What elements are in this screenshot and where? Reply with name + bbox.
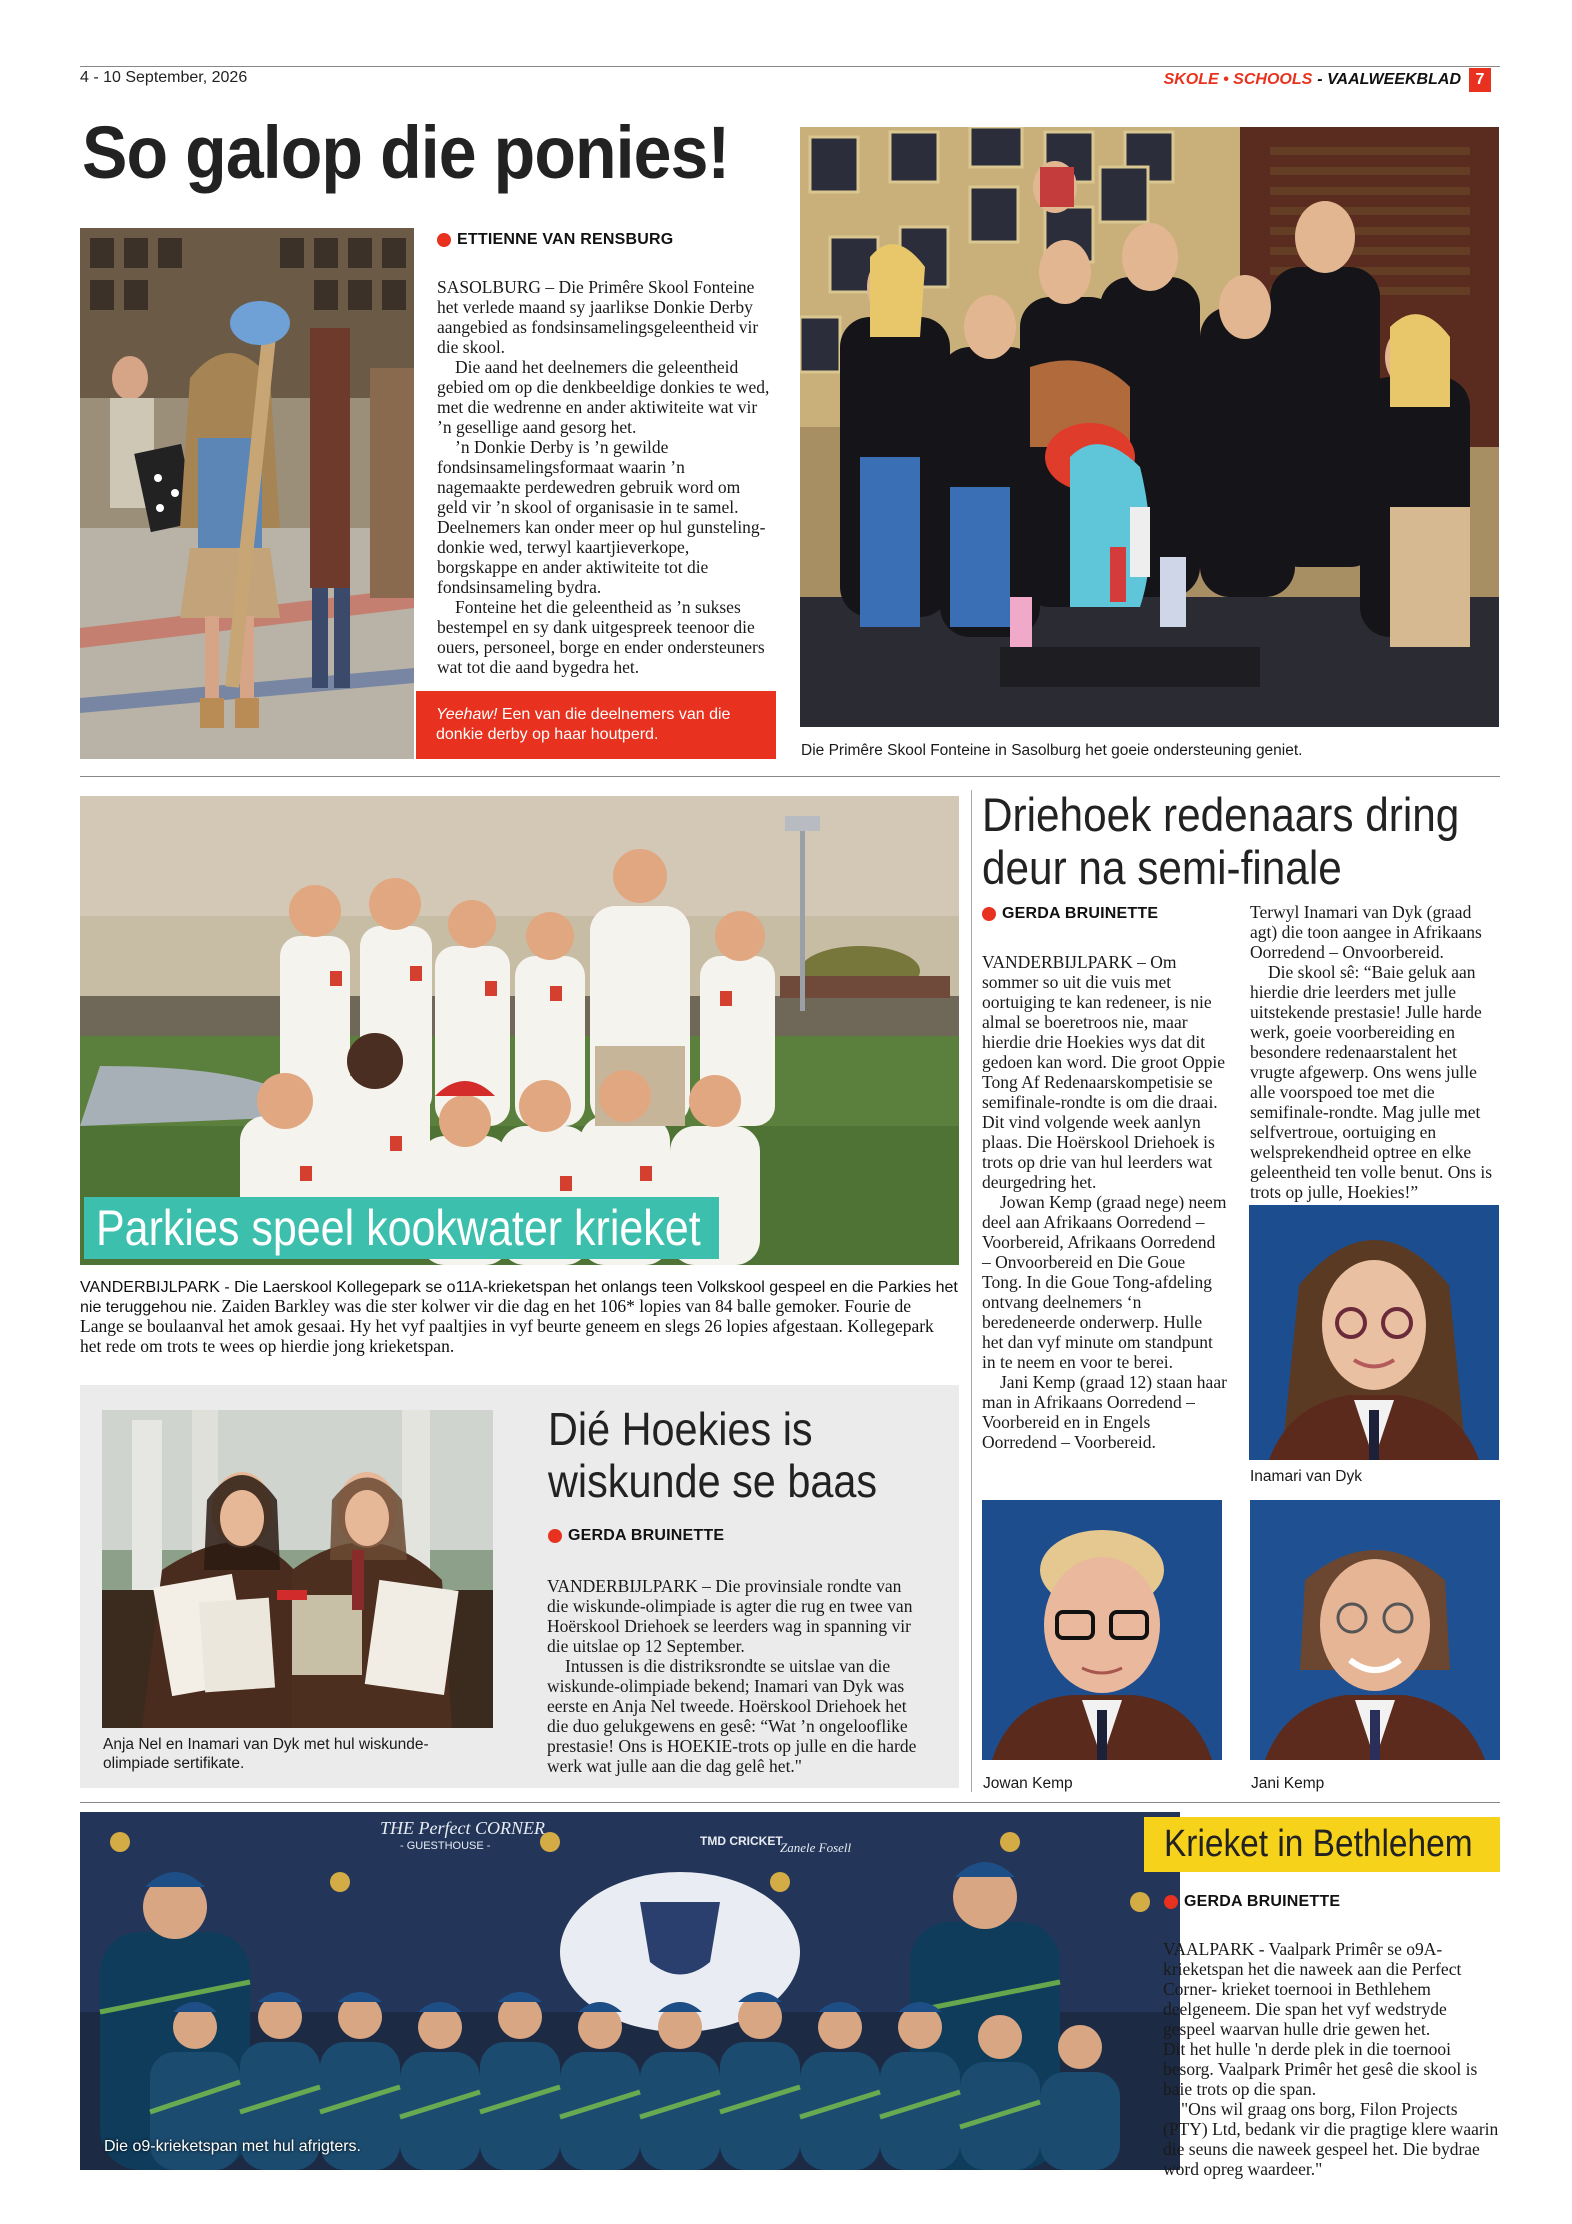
story1-paragraph: ’n Donkie Derby is ’n gewilde fondsinsamelingsformaat waarin ’n nagemaakte perdewedren gebruik word om geld vir ’n skool of organisasie in te samel. Deelnemers kan onder meer op hul gunsteling-donkie wed, terwyl kaartjieverkope, borgskappe en ander aktiwiteite tot die fondsinsameling bydra. [437, 437, 766, 597]
story4-headline-line: Driehoek redenaars dring [982, 788, 1460, 841]
story4-byline [982, 905, 1158, 923]
story3-paragraph: Intussen is die distriksrondte se uitslae van die wiskunde-olimpiade bekend; Inamari van Dyk was eerste en Anja Nel tweede. Hoërskool Driehoek het die duo gelukgewens en gesê: “Wat ’n ongelooflike prestasie! Ons is HOEKIE-trots op julle en die harde werk wat julle aan die dag gelê het." [547, 1656, 917, 1776]
donkey-derby-rider-photo [80, 228, 414, 759]
story4-column-1 [982, 952, 1227, 1452]
story5-body [1163, 1939, 1503, 2179]
callout-exclamation: Yeehaw! [436, 706, 498, 723]
story1-callout-box [416, 691, 776, 759]
story1-byline-name: ETTIENNE VAN RENSBURG [457, 231, 674, 248]
bullet-dot-icon [548, 1529, 562, 1543]
bullet-dot-icon [1164, 1895, 1178, 1909]
portrait-caption: Jowan Kemp [983, 1775, 1073, 1792]
story1-paragraph: Die aand het deelnemers die geleentheid gebied om op die denkbeeldige donkies te wed, met die wedrenne en ander aktiwiteite wat vir ’n gesellige aand gesorg het. [437, 357, 770, 437]
column-divider [971, 790, 972, 1792]
story3-byline [548, 1527, 724, 1545]
story4-paragraph: Terwyl Inamari van Dyk (graad agt) die toon aangee in Afrikaans Oorredend – Onvoorbereid. [1250, 902, 1482, 962]
story1-byline [437, 231, 673, 249]
story3-body [547, 1576, 927, 1776]
story4-paragraph: Die skool sê: “Baie geluk aan hierdie drie leerders met julle uitstekende prestasie! Julle harde werk, goeie voorbereiding en besondere redenaarstalent het vrugte afgewerp. Ons wens julle alle voorspoed toe met die semifinale-rondte. Mag julle met selfvertroue, oortuiging en welsprekendheid optree en elke geleentheid ten volle benut. Ons is trots op julle, Hoekies!” [1250, 962, 1493, 1202]
maths-olympiad-girls-photo [102, 1410, 493, 1728]
section-label [1164, 68, 1491, 92]
story4-column-2 [1250, 902, 1500, 1202]
kollegepark-cricket-team-photo [80, 796, 959, 1265]
story2-headline: Parkies speel kookwater krieket [96, 1200, 701, 1256]
story3-headline-line: wiskunde se baas [548, 1455, 878, 1507]
story5-byline-name: GERDA BRUINETTE [1184, 1893, 1341, 1910]
backdrop-text: - GUESTHOUSE - [400, 1840, 491, 1852]
story5-photo-caption: Die o9-krieketspan met hul afrigters. [104, 2138, 361, 2155]
story5-paragraph: VAALPARK - Vaalpark Primêr se o9A-krieketspan het die naweek aan die Perfect Corner- krieket toernooi in Bethlehem deelgeneem. Die span het vyf wedstryde gespeel waarvan hulle drie gewen het. [1163, 1939, 1462, 2039]
backdrop-text: THE Perfect CORNER [380, 1818, 545, 1838]
story2-caption-rest: Zaiden Barkley was die ster kolwer vir die dag en het 106* lopies van 84 balle gemoker. Fourie de Lange se boulaanval het amok gesaai. Hy het vyf paaltjies in vyf beurte geneem en slegs 26 lopies afgestaan. Kollegepark het rede om trots te wees op hierdie jong krieketspan. [80, 1296, 934, 1356]
portrait-caption: Inamari van Dyk [1250, 1468, 1362, 1485]
story4-headline [982, 788, 1459, 894]
story4-paragraph: Jowan Kemp (graad nege) neem deel aan Afrikaans Oorredend – Voorbereid, Afrikaans Oorredend – Onvoorbereid en Die Goue Tong. In die Goue Tong-afdeling ontvang deelnemers ‘n beredeneerde onderwerp. Hulle het dan vyf minute om standpunt in te neem en voor te berei. [982, 1192, 1227, 1372]
story1-headline: So galop die ponies! [82, 111, 730, 194]
page-number-badge: 7 [1469, 68, 1491, 92]
bullet-dot-icon [437, 233, 451, 247]
story4-paragraph: Jani Kemp (graad 12) staan haar man in Afrikaans Oorredend – Voorbereid en in Engels Oorredend – Voorbereid. [982, 1372, 1227, 1452]
vaalpark-o9-cricket-team-photo [80, 1812, 1180, 2170]
issue-date: 4 - 10 September, 2026 [80, 69, 248, 86]
story4-paragraph: VANDERBIJLPARK – Om sommer so uit die vuis met oortuiging te kan redeneer, is nie almal se boeretroos nie, maar hierdie drie Hoekies wys dat dit gedoen kan word. Die groot Oppie Tong Af Redenaarskompetisie se semifinale-rondte is om die draai. Dit vind volgende week aanlyn plaas. Die Hoërskool Driehoek is trots op drie van hul leerders wat deurgedring het. [982, 952, 1225, 1192]
portrait-caption: Jani Kemp [1251, 1775, 1325, 1792]
portrait-jowan-kemp [982, 1500, 1222, 1760]
story2-caption-lead: VANDERBIJLPARK - Die Laerskool Kollegepark se o11A-krieketspan het onlangs teen Volkskool gespeel en die Parkies het nie teruggehou nie. [80, 1279, 958, 1316]
backdrop-text: TMD CRICKET [700, 1834, 783, 1848]
section-divider [80, 776, 1500, 777]
story3-headline-line: Dié Hoekies is [548, 1403, 813, 1455]
story5-byline [1164, 1893, 1340, 1911]
story3-byline-name: GERDA BRUINETTE [568, 1527, 725, 1544]
bullet-dot-icon [982, 907, 996, 921]
story4-headline-line: deur na semi-finale [982, 841, 1342, 894]
story2-headline-banner [84, 1197, 719, 1259]
callout-text: Een van die deelnemers van die donkie derby op haar houtperd. [436, 706, 731, 743]
story1-paragraph: SASOLBURG – Die Primêre Skool Fonteine het verlede maand sy jaarlikse Donkie Derby aangebied as fondsinsamelingsgeleentheid vir die skool. [437, 277, 759, 357]
story5-paragraph: Dit het hulle 'n derde plek in die toernooi besorg. Vaalpark Primêr het gesê die skool is baie trots op die span. [1163, 2039, 1478, 2099]
story5-headline-banner [1144, 1817, 1500, 1872]
story2-caption [80, 1278, 959, 1357]
story3-headline [548, 1403, 877, 1507]
story5-headline: Krieket in Bethlehem [1164, 1823, 1473, 1865]
story5-paragraph: "Ons wil graag ons borg, Filon Projects (PTY) Ltd, bedank vir die pragtige klere waarin die seuns die naweek gespeel het. Die bydrae word opreg waardeer." [1163, 2099, 1499, 2179]
section-name: SKOLE • SCHOOLS [1163, 71, 1313, 88]
story3-paragraph: VANDERBIJLPARK – Die provinsiale rondte van die wiskunde-olimpiade is agter die rug en twee van Hoërskool Driehoek se leerders wag in spanning vir die uitslae op 12 September. [547, 1576, 913, 1656]
story3-photo-caption: Anja Nel en Inamari van Dyk met hul wiskunde-olimpiade sertifikate. [103, 1736, 429, 1772]
header-rule [80, 66, 1500, 67]
portrait-jani-kemp [1250, 1500, 1500, 1760]
story1-photo-caption: Die Primêre Skool Fonteine in Sasolburg het goeie ondersteuning geniet. [801, 742, 1303, 759]
story4-byline-name: GERDA BRUINETTE [1002, 905, 1159, 922]
story1-body [437, 277, 772, 677]
fonteine-supporters-group-photo [800, 127, 1499, 727]
backdrop-text: Zanele Fosell [780, 1840, 852, 1855]
paper-name: - VAALWEEKBLAD [1317, 71, 1461, 88]
portrait-inamari-van-dyk [1249, 1205, 1499, 1460]
section-divider [80, 1802, 1500, 1803]
story1-paragraph: Fonteine het die geleentheid as ’n sukses bestempel en sy dank uitgespreek teenoor die ouers, personeel, borge en ender ondersteuners wat tot die aand bygedra het. [437, 597, 765, 677]
